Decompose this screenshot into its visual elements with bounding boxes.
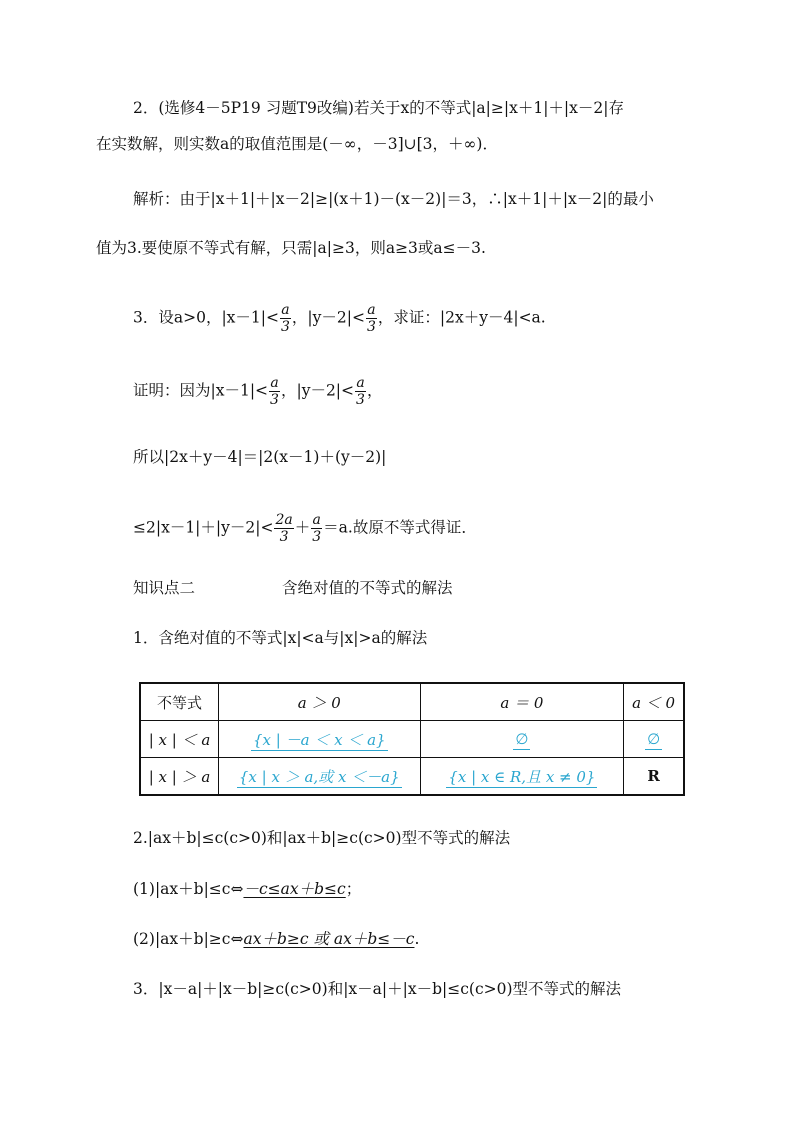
fraction-a-over-3	[355, 375, 366, 408]
problem-3-post: ，求证：|2x＋y－4|<a.	[377, 308, 546, 327]
item-2-line-2-answer: ax＋b≥c 或 ax＋b≤－c	[243, 930, 415, 948]
fraction-numerator: a	[312, 512, 321, 528]
analysis-line-2: 值为3.要使原不等式有解，只需|a|≥3，则a≥3或a≤－3.	[96, 239, 486, 257]
item-2-title: 2.|ax＋b|≤c(c>0)和|ax＋b|≥c(c>0)型不等式的解法	[133, 829, 511, 847]
item-2-line-2-pre: (2)|ax＋b|≥c⇔	[133, 930, 244, 948]
item-2-line-1-answer: －c≤ax＋b≤c	[243, 880, 346, 898]
empty-set-symbol: ∅	[515, 730, 529, 748]
table-row	[140, 721, 684, 758]
proof-line-3	[133, 512, 477, 545]
fraction-denominator: 3	[356, 392, 365, 408]
fraction-numerator: a	[356, 375, 365, 391]
table-header-row	[140, 683, 684, 721]
analysis-line-1: 解析：由于|x＋1|＋|x－2|≥|(x＋1)－(x－2)|＝3，∴|x＋1|＋|x－2|的最小	[133, 190, 654, 208]
item-2-line-2	[133, 929, 419, 949]
fraction-a-over-3	[269, 375, 280, 408]
table-cell-answer	[420, 758, 624, 796]
answer-text: {x | x ＞ a,或 x ＜－a}	[238, 767, 400, 786]
problem-3-mid: ，|y－2|<	[291, 308, 365, 327]
table-row-label: | x | ＞ a	[140, 758, 219, 796]
answer-text: {x | x ∈ R,且 x ≠ 0}	[448, 767, 596, 786]
answer-text: {x | －a ＜ x ＜ a}	[253, 730, 386, 749]
section-title: 含绝对值的不等式的解法	[282, 579, 453, 597]
proof-line-1	[133, 375, 382, 408]
fraction-2a-over-3	[274, 512, 293, 545]
proof-pre: 证明：因为|x－1|<	[133, 381, 269, 400]
fraction-numerator: a	[270, 375, 279, 391]
proof-line-3-post: ＝a.故原不等式得证．	[323, 518, 477, 537]
table-cell-answer	[219, 758, 421, 796]
proof-mid: ，|y－2|<	[280, 381, 355, 400]
fraction-denominator: 3	[281, 319, 290, 335]
item-2-line-1-post: ；	[345, 880, 362, 898]
problem-2-line-2: 在实数解，则实数a的取值范围是(－∞，－3]∪[3，＋∞)．	[96, 135, 498, 153]
fraction-a-over-3	[366, 302, 377, 335]
item-3-title: 3．|x－a|＋|x－b|≥c(c>0)和|x－a|＋|x－b|≤c(c>0)型不等式的解法	[133, 980, 622, 998]
inequality-solution-table	[139, 682, 685, 796]
table-header-cell: a ＜ 0	[624, 683, 684, 721]
table-header-cell: 不等式	[140, 683, 219, 721]
proof-line-2: 所以|2x＋y－4|＝|2(x－1)＋(y－2)|	[133, 448, 387, 466]
fraction-numerator: a	[281, 302, 290, 318]
item-2-line-1	[133, 879, 361, 899]
table-header-cell: a ＝ 0	[420, 683, 624, 721]
table-row	[140, 758, 684, 796]
fraction-denominator: 3	[312, 529, 322, 545]
item-2-line-2-post: .	[414, 930, 420, 948]
table-row-label: | x | ＜ a	[140, 721, 219, 758]
fraction-denominator: 3	[366, 319, 376, 335]
fraction-numerator: a	[367, 302, 376, 318]
problem-3-pre: 3．设a>0，|x－1|<	[133, 308, 279, 327]
fraction-denominator: 3	[270, 392, 279, 408]
empty-set-symbol: ∅	[647, 730, 661, 748]
proof-post: ，	[366, 381, 383, 400]
table-cell-answer	[420, 721, 624, 758]
fraction-a-over-3	[280, 302, 291, 335]
problem-3	[133, 302, 546, 335]
fraction-denominator: 3	[279, 529, 289, 545]
table-cell-answer	[219, 721, 421, 758]
section-label: 知识点二	[133, 579, 196, 597]
item-2-line-1-pre: (1)|ax＋b|≤c⇔	[133, 880, 244, 898]
table-cell-answer	[624, 721, 684, 758]
table-cell-answer: R	[624, 758, 684, 796]
problem-2-line-1: 2．(选修4－5P19 习题T9改编)若关于x的不等式|a|≥|x＋1|＋|x－2|存	[133, 99, 624, 117]
fraction-numerator: 2a	[275, 512, 293, 528]
proof-line-3-pre: ≤2|x－1|＋|y－2|<	[133, 518, 274, 537]
proof-line-3-plus: ＋	[294, 518, 311, 537]
table-header-cell: a ＞ 0	[219, 683, 421, 721]
fraction-a-over-3	[311, 512, 322, 545]
item-1-title: 1．含绝对值的不等式|x|<a与|x|>a的解法	[133, 629, 428, 647]
